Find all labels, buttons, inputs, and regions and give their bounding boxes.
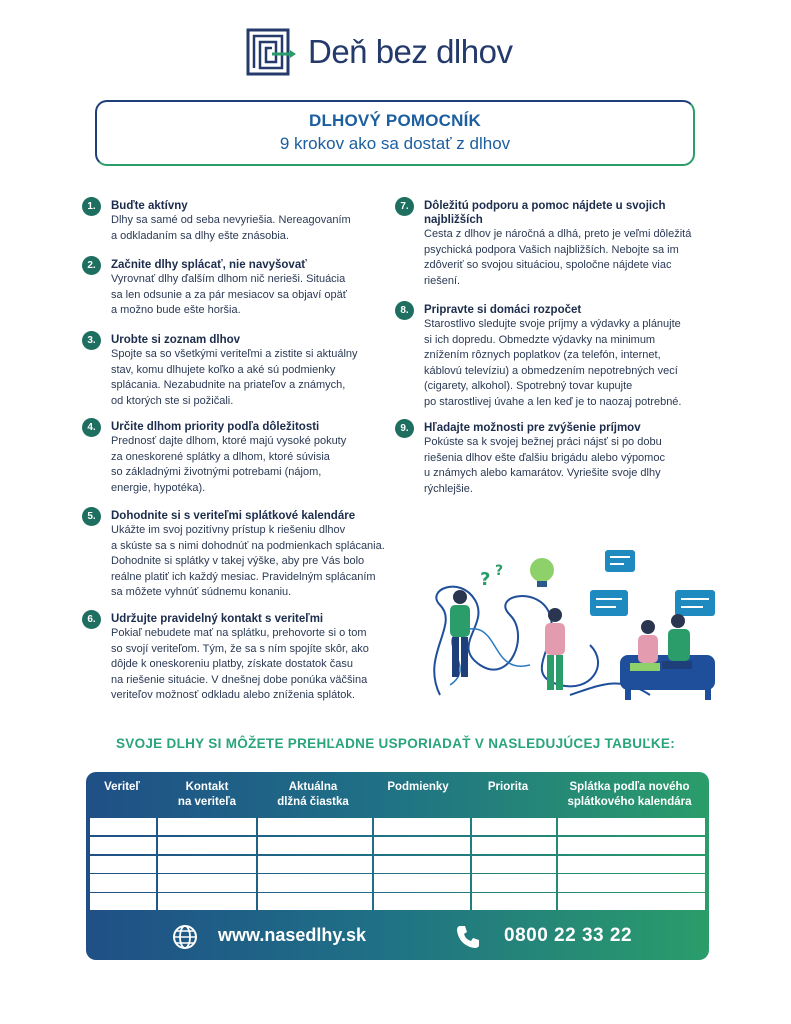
table-cell[interactable] <box>158 874 256 891</box>
step-8 <box>395 301 715 410</box>
svg-text:?: ? <box>480 569 491 590</box>
brand-name: Deň bez dlhov <box>308 33 513 70</box>
column-header: Priorita <box>487 781 529 793</box>
table-cell[interactable] <box>374 874 470 891</box>
brand-logo <box>246 28 512 76</box>
step-text: Prednosť dajte dlhom, ktoré majú vysoké pokuty za oneskorené splátky a dlhom, ktoré súvisia so základnými životnými potrebami (nájom, energie, hypotéka). <box>111 435 347 494</box>
column-header: Kontakt na veriteľa <box>177 781 237 808</box>
table-cell[interactable] <box>374 856 470 873</box>
step-text: Starostlivo sledujte svoje príjmy a výdavky a plánujte si ich dopredu. Obmedzte výdavky na minimum znížením rôznych poplatkov (za telefón, internet, káblovú televíziu) a obmedzením nepotrebných vecí (cigarety, alkohol). Spotrebný tovar kupujte po starostlivej úvahe a len keď je to naozaj potrebné. <box>424 318 682 408</box>
step-text: Dlhy sa samé od seba nevyriešia. Nereagovaním a odkladaním sa dlhy ešte znásobia. <box>111 214 351 242</box>
column-header: Podmienky <box>387 781 449 793</box>
step-title: Udržujte pravidelný kontakt s veriteľmi <box>111 613 324 625</box>
phone-icon <box>454 923 482 951</box>
table-cell[interactable] <box>374 818 470 835</box>
table-cell[interactable] <box>158 856 256 873</box>
step-5 <box>82 507 412 601</box>
table-cell[interactable] <box>90 856 156 873</box>
column-header: Splátka podľa nového splátkového kalendára <box>567 781 692 808</box>
table-cell[interactable] <box>472 874 556 891</box>
step-3 <box>82 331 392 409</box>
website-link[interactable]: www.nasedlhy.sk <box>218 925 367 945</box>
page-subtitle: 9 krokov ako sa dostať z dlhov <box>279 134 511 153</box>
step-title: Dohodnite si s veriteľmi splátkové kalendáre <box>111 510 356 522</box>
column-header: Aktuálna dlžná čiastka <box>277 781 349 808</box>
table-row <box>90 874 705 891</box>
step-number: 4. <box>82 418 101 437</box>
step-number: 6. <box>82 610 101 629</box>
page-title: DLHOVÝ POMOCNÍK <box>308 111 482 130</box>
table-cell[interactable] <box>472 856 556 873</box>
step-6 <box>82 610 392 704</box>
table-cell[interactable] <box>258 837 372 854</box>
table-cell[interactable] <box>258 893 372 910</box>
step-1 <box>82 197 392 244</box>
table-cell[interactable] <box>374 837 470 854</box>
step-4 <box>82 418 392 496</box>
step-text: Pokiaľ nebudete mať na splátku, prehovorte si o tom so svojí veriteľom. Tým, že sa s ním spojíte skôr, ako dôjde k oneskoreniu platby, získate dostatok času na riešenie situácie. V dnešnej dobe ponúka väčšina veriteľov možnosť odkladu alebo zníženia splátok. <box>111 627 369 701</box>
step-text: Vyrovnať dlhy ďalším dlhom nič nerieši. Situácia sa len odsunie a za pár mesiacov sa objaví opäť a možno bude ešte horšia. <box>111 273 347 316</box>
table-row <box>90 818 705 835</box>
step-number: 5. <box>82 507 101 526</box>
table-cell[interactable] <box>558 856 705 873</box>
step-text: Pokúste sa k svojej bežnej práci nájsť si po dobu riešenia dlhov ešte ďalšiu brigádu alebo výpomoc u známych alebo kamarátov. Vyriešite svoje dlhy rýchlejšie. <box>424 436 665 495</box>
step-number: 8. <box>395 301 414 320</box>
svg-text:?: ? <box>495 563 504 579</box>
step-9 <box>395 419 715 497</box>
column-header: Veriteľ <box>104 781 140 793</box>
step-text: Spojte sa so všetkými veriteľmi a zistite si aktuálny stav, komu dlhujete koľko a aké sú podmienky splácania. Nezabudnite na priateľov a známych, od ktorých ste si požičali. <box>111 348 358 407</box>
phone-number[interactable]: 0800 22 33 22 <box>504 925 633 946</box>
step-title: Hľadajte možnosti pre zvýšenie príjmov <box>424 422 641 434</box>
table-cell[interactable] <box>558 874 705 891</box>
table-cell[interactable] <box>558 893 705 910</box>
table-cell[interactable] <box>472 837 556 854</box>
table-cell[interactable] <box>158 837 256 854</box>
table-cell[interactable] <box>258 856 372 873</box>
step-number: 9. <box>395 419 414 438</box>
table-cell[interactable] <box>90 893 156 910</box>
table-cell[interactable] <box>90 874 156 891</box>
table-cell[interactable] <box>90 837 156 854</box>
table-heading: SVOJE DLHY SI MÔŽETE PREHĽADNE USPORIADAŤ V NASLEDUJÚCEJ TABUĽKE: <box>115 736 676 751</box>
step-text: Cesta z dlhov je náročná a dlhá, preto je veľmi dôležitá psychická podpora Vašich najbližších. Nebojte sa im zdôveriť so svojou situáciou, spoločne nájdete viac riešení. <box>424 228 692 287</box>
step-7 <box>395 197 715 289</box>
contact-footer <box>86 914 709 960</box>
table-cell[interactable] <box>258 818 372 835</box>
debt-table <box>86 772 709 960</box>
table-header <box>86 772 709 818</box>
step-title: Určite dlhom priority podľa dôležitosti <box>111 421 320 433</box>
step-title: Pripravte si domáci rozpočet <box>424 304 582 316</box>
table-body <box>90 818 705 912</box>
table-cell[interactable] <box>258 874 372 891</box>
globe-icon <box>172 924 198 950</box>
step-number: 2. <box>82 256 101 275</box>
step-number: 1. <box>82 197 101 216</box>
step-2 <box>82 256 392 319</box>
table-row <box>90 856 705 873</box>
header-box <box>95 100 695 166</box>
table-cell[interactable] <box>558 818 705 835</box>
step-title: Dôležitú podporu a pomoc nájdete u svojich najbližších <box>424 200 666 226</box>
maze-logo-icon <box>246 28 298 76</box>
step-number: 3. <box>82 331 101 350</box>
table-cell[interactable] <box>472 893 556 910</box>
people-discussion-illustration <box>420 545 720 705</box>
step-title: Buďte aktívny <box>111 200 188 212</box>
table-cell[interactable] <box>158 818 256 835</box>
table-row <box>90 893 705 910</box>
step-title: Urobte si zoznam dlhov <box>111 334 241 346</box>
table-cell[interactable] <box>90 818 156 835</box>
table-cell[interactable] <box>472 818 556 835</box>
table-cell[interactable] <box>158 893 256 910</box>
step-number: 7. <box>395 197 414 216</box>
table-cell[interactable] <box>558 837 705 854</box>
table-cell[interactable] <box>374 893 470 910</box>
table-row <box>90 837 705 854</box>
step-title: Začnite dlhy splácať, nie navyšovať <box>111 259 307 271</box>
step-text: Ukážte im svoj pozitívny prístup k riešeniu dlhov a skúste sa s nimi dohodnúť na podmienkach splácania. Dohodnite si splátky v takej výške, aby pre Vás bolo reálne platiť ich každý mesiac. Pravidelným splácaním sa môžete vyhnúť súdnemu konaniu. <box>111 524 385 598</box>
